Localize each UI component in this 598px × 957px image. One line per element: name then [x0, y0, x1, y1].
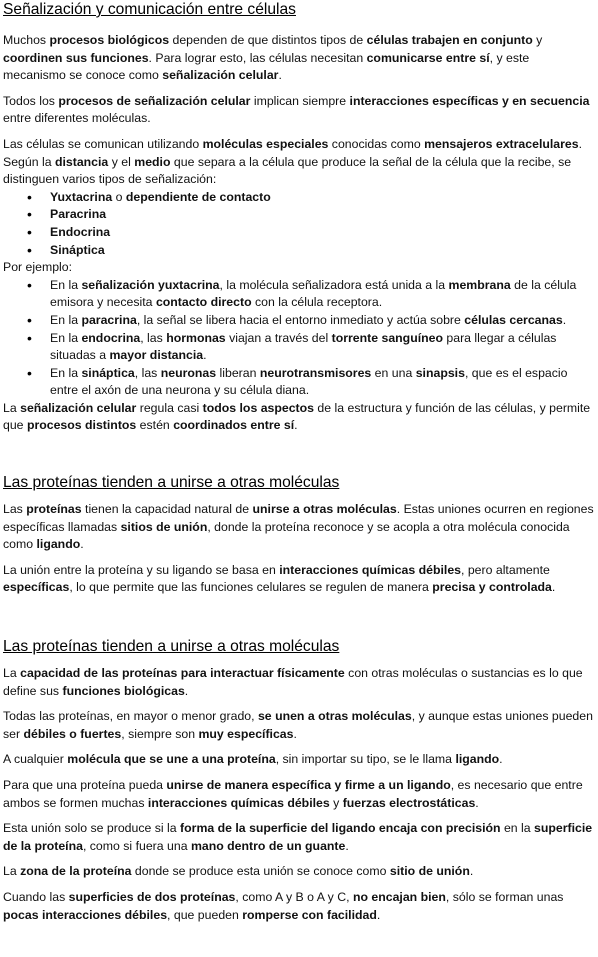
- signaling-types-list: [3, 189, 594, 259]
- bold-term: hormonas: [166, 330, 226, 345]
- bold-term: células cercanas: [464, 312, 563, 327]
- examples-list: [3, 277, 594, 400]
- text-run: La: [3, 864, 21, 879]
- bold-term: sinapsis: [415, 365, 465, 380]
- bold-term: señalización celular: [20, 400, 137, 415]
- text-run: En la: [50, 312, 82, 327]
- text-run: La: [3, 666, 21, 681]
- list-item: [3, 330, 594, 365]
- text-run: , la señal se libera hacia el entorno inmediato y actúa sobre: [136, 312, 465, 327]
- text-run: Todas las proteínas, en mayor o menor grado,: [3, 709, 258, 724]
- bold-term: romperse con facilidad: [242, 907, 377, 922]
- text-run: liberan: [216, 365, 260, 380]
- bold-term: mano dentro de un guante: [190, 838, 346, 853]
- text-run: .: [80, 537, 84, 552]
- bold-term: capacidad de las proteínas para interactuar físicamente: [20, 666, 345, 681]
- bold-term: señalización yuxtacrina: [81, 277, 220, 292]
- list-item: [3, 312, 594, 330]
- text-run: , pero altamente: [461, 562, 550, 577]
- text-run: , sin importar su tipo, se le llama: [275, 752, 456, 767]
- bold-term: neuronas: [160, 365, 217, 380]
- bold-term: comunicarse entre sí: [366, 50, 490, 65]
- text-run: conocidas como: [328, 136, 425, 151]
- text-run: Según la: [3, 154, 55, 169]
- text-run: . Estas uniones ocurren en regiones específicas llamadas: [3, 502, 594, 534]
- text-run: Todos los: [3, 93, 59, 108]
- text-run: implican siempre: [250, 93, 350, 108]
- bold-term: débiles o fuertes: [23, 726, 122, 741]
- text-run: Para que una proteína pueda: [3, 778, 167, 792]
- text-run: .: [203, 348, 207, 363]
- text-run: .: [345, 838, 349, 853]
- text-run: con otras moléculas o sustancias es lo que define sus: [3, 666, 583, 698]
- bold-term: sitio de unión: [389, 864, 470, 879]
- text-run: y: [532, 33, 543, 47]
- bold-term: fuerzas electrostáticas: [342, 795, 476, 810]
- bold-term: específicas: [3, 580, 70, 595]
- bold-term: proteínas: [26, 502, 82, 517]
- text-run: .: [475, 795, 479, 810]
- list-item: [3, 224, 594, 242]
- bold-term: unirse de manera específica y firme a un ligando: [166, 778, 451, 792]
- bold-term: interacciones químicas débiles: [279, 562, 461, 577]
- text-run: .: [551, 580, 556, 595]
- list-item: [3, 365, 594, 400]
- text-run: donde se produce esta unión se conoce como: [131, 864, 390, 879]
- bold-term: forma de la superficie del ligando encaja con precisión: [180, 821, 501, 836]
- bold-term: medio: [134, 154, 171, 169]
- paragraph: [3, 154, 594, 189]
- bold-term: coordinen sus funciones: [3, 50, 149, 65]
- text-run: regula casi: [136, 400, 203, 415]
- section-title-proteinas-2: Las proteínas tienden a unirse a otras moléculas: [3, 638, 340, 656]
- text-run: .: [294, 418, 298, 433]
- text-run: Esta unión solo se produce si la: [3, 821, 181, 836]
- text-run: .: [562, 312, 567, 327]
- bold-term: procesos biológicos: [49, 33, 170, 47]
- text-run: para llegar a células situadas a: [50, 330, 557, 363]
- bold-term: moléculas especiales: [202, 136, 329, 151]
- bold-term: sináptica: [81, 365, 135, 380]
- paragraph: [3, 501, 594, 554]
- paragraph: [3, 136, 594, 154]
- text-run: .: [293, 726, 297, 741]
- bold-term: no encajan bien: [352, 889, 446, 904]
- bold-term: zona de la proteína: [20, 864, 132, 879]
- text-run: y: [329, 795, 343, 810]
- example-label: Por ejemplo:: [3, 260, 73, 275]
- bold-term: muy específicas: [198, 726, 294, 741]
- text-run: Las: [3, 502, 27, 517]
- text-run: .: [376, 907, 381, 922]
- list-item: [3, 206, 594, 224]
- text-run: o: [112, 189, 126, 204]
- bold-term: membrana: [448, 277, 511, 292]
- paragraph: [3, 665, 594, 700]
- text-run: , es necesario que entre ambos se formen muchas: [3, 778, 583, 810]
- text-run: con la célula receptora.: [251, 295, 383, 310]
- text-run: en una: [371, 365, 416, 380]
- bold-term: paracrina: [81, 312, 137, 327]
- bold-term: procesos distintos: [26, 418, 137, 433]
- text-run: Muchos: [3, 33, 50, 47]
- bold-term: torrente sanguíneo: [331, 330, 443, 345]
- text-run: , y este mecanismo se conoce como: [3, 50, 530, 83]
- bold-term: pocas interacciones débiles: [3, 907, 168, 922]
- bold-term: ligando: [455, 752, 500, 767]
- paragraph: [3, 400, 594, 435]
- text-run: , la molécula señalizadora está unida a la: [219, 277, 449, 292]
- bold-term: células trabajen en conjunto: [366, 33, 533, 47]
- paragraph: [3, 820, 594, 855]
- list-item: [3, 189, 594, 207]
- paragraph: [3, 777, 594, 812]
- paragraph: [3, 32, 594, 85]
- paragraph: [3, 562, 594, 597]
- text-run: , las: [134, 365, 161, 380]
- text-run: .: [578, 136, 583, 151]
- bold-term: interacciones específicas y en secuencia: [349, 93, 590, 108]
- text-run: viajan a través del: [225, 330, 332, 345]
- section-title-proteinas: Las proteínas tienden a unirse a otras moléculas: [3, 474, 340, 492]
- text-run: , sólo se forman unas: [445, 889, 564, 904]
- bold-term: Endocrina: [50, 224, 111, 239]
- bold-term: dependiente de contacto: [125, 189, 271, 204]
- bold-term: Sináptica: [50, 242, 105, 257]
- bold-term: se unen a otras moléculas: [257, 709, 412, 724]
- bold-term: coordinados entre sí: [173, 418, 295, 433]
- list-item: [3, 242, 594, 260]
- paragraph: [3, 863, 594, 881]
- bold-term: mayor distancia: [109, 348, 204, 363]
- paragraph: [3, 708, 594, 743]
- paragraph: [3, 751, 594, 769]
- paragraph: [3, 93, 594, 128]
- bold-term: mensajeros extracelulares: [424, 136, 579, 151]
- text-run: La: [3, 400, 21, 415]
- bold-term: procesos de señalización celular: [58, 93, 251, 108]
- text-run: , lo que permite que las funciones celulares se regulen de manera: [69, 580, 433, 595]
- text-run: .: [184, 683, 189, 698]
- text-run: , como A y B o A y C,: [235, 889, 353, 904]
- section-title-senalizacion: Señalización y comunicación entre células: [3, 1, 296, 18]
- bold-term: superficies de dos proteínas: [68, 889, 236, 904]
- text-run: .: [499, 752, 503, 767]
- bold-term: Paracrina: [50, 207, 107, 222]
- text-run: en la: [500, 821, 535, 836]
- text-run: , donde la proteína reconoce y se acopla a otra molécula conocida como: [3, 519, 570, 552]
- bold-term: molécula que se une a una proteína: [67, 752, 276, 767]
- bold-term: funciones biológicas: [62, 683, 185, 698]
- text-run: , como si fuera una: [82, 838, 191, 853]
- text-run: A cualquier: [3, 752, 68, 767]
- text-run: , las: [140, 330, 167, 345]
- text-run: En la: [50, 277, 82, 292]
- bold-term: superficie de la proteína: [3, 821, 593, 853]
- text-run: y el: [108, 154, 135, 169]
- text-run: Cuando las: [3, 889, 69, 904]
- bold-term: endocrina: [81, 330, 141, 345]
- text-run: estén: [136, 418, 174, 433]
- text-run: , y aunque estas uniones pueden ser: [3, 709, 593, 741]
- text-run: .: [469, 864, 474, 879]
- bold-term: unirse a otras moléculas: [252, 502, 397, 517]
- bold-term: neurotransmisores: [259, 365, 372, 380]
- bold-term: Yuxtacrina: [50, 189, 113, 204]
- text-run: , que es el espacio entre el axón de una neurona y su célula diana.: [50, 365, 568, 398]
- text-run: La unión entre la proteína y su ligando se basa en: [3, 562, 280, 577]
- text-run: tienen la capacidad natural de: [81, 502, 253, 517]
- text-run: entre diferentes moléculas.: [3, 111, 151, 126]
- bold-term: distancia: [54, 154, 109, 169]
- text-run: que separa a la célula que produce la señal de la célula que la recibe, se distinguen varios tipos de señalización:: [3, 154, 572, 187]
- bold-term: señalización celular: [162, 68, 279, 83]
- text-run: de la célula emisora y necesita: [50, 277, 577, 310]
- bold-term: todos los aspectos: [202, 400, 315, 415]
- bold-term: ligando: [36, 537, 81, 552]
- text-run: , siempre son: [121, 726, 199, 741]
- bold-term: contacto directo: [155, 295, 252, 310]
- bold-term: sitios de unión: [120, 519, 208, 534]
- text-run: . Para lograr esto, las células necesitan: [148, 50, 367, 65]
- text-run: En la: [50, 365, 82, 380]
- text-run: , que pueden: [167, 907, 243, 922]
- text-run: En la: [50, 330, 82, 345]
- text-run: dependen de que distintos tipos de: [169, 33, 367, 47]
- list-item: [3, 277, 594, 312]
- paragraph: [3, 889, 594, 924]
- bold-term: interacciones químicas débiles: [147, 795, 330, 810]
- text-run: .: [278, 68, 282, 83]
- bold-term: precisa y controlada: [432, 580, 552, 595]
- text-run: de la estructura y función de las células, y permite que: [3, 400, 591, 433]
- text-run: Las células se comunican utilizando: [3, 136, 203, 151]
